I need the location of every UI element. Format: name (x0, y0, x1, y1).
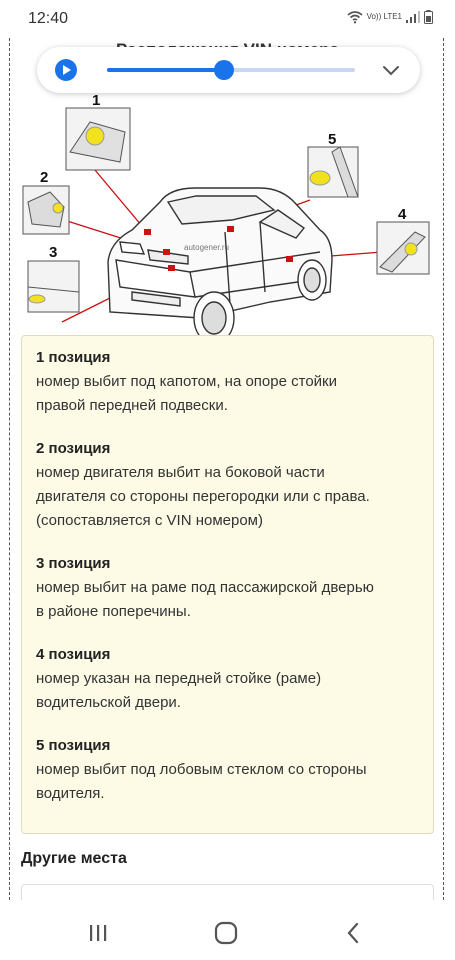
position-block (36, 734, 419, 806)
positions-info-box (21, 335, 434, 834)
position-description-line: в районе поперечины. (36, 603, 191, 620)
page-content[interactable] (0, 38, 455, 900)
position-description-line: номер выбит на раме под пассажирской дверью (36, 579, 374, 596)
left-border (9, 38, 10, 900)
detail-thumbnail-4 (377, 222, 429, 274)
navigation-bar (0, 900, 455, 960)
status-icons (347, 10, 433, 24)
progress-thumb[interactable] (214, 60, 234, 80)
wifi-icon (347, 10, 363, 24)
position-title: 2 позиция (36, 440, 111, 457)
position-description-line: номер указан на передней стойке (раме) (36, 670, 322, 687)
position-description-line: правой передней подвески. (36, 397, 228, 414)
detail-thumbnail-5 (308, 147, 358, 197)
detail-thumbnail-2 (23, 186, 69, 234)
position-number-4: 4 (398, 206, 407, 223)
position-number-3: 3 (49, 244, 58, 261)
play-icon[interactable] (55, 59, 77, 81)
progress-fill (107, 68, 224, 72)
position-description-line: номер выбит под лобовым стеклом со стороны (36, 761, 367, 778)
position-description-line: двигателя со стороны перегородки или с права. (36, 488, 370, 505)
position-description-line: водительской двери. (36, 694, 181, 711)
position-description-line: (сопоставляется с VIN номером) (36, 512, 263, 529)
position-title: 3 позиция (36, 555, 111, 572)
car-illustration (108, 188, 332, 344)
chevron-down-icon[interactable] (380, 59, 402, 81)
status-bar (0, 0, 455, 38)
recent-apps-icon[interactable] (83, 918, 113, 948)
position-block (36, 643, 419, 715)
position-block (36, 552, 419, 624)
detail-thumbnail-1 (66, 108, 130, 170)
detail-thumbnail-3 (28, 261, 79, 312)
position-block (36, 346, 419, 418)
signal-icon (406, 11, 420, 23)
right-border (443, 38, 444, 900)
position-number-2: 2 (40, 169, 49, 186)
home-icon[interactable] (211, 918, 241, 948)
progress-track[interactable] (107, 68, 355, 72)
other-places-box (21, 884, 434, 900)
diagram-watermark: autogener.ru (184, 243, 229, 252)
position-number-5: 5 (328, 131, 337, 148)
status-time: 12:40 (28, 10, 69, 27)
vin-location-diagram (20, 92, 435, 372)
network-label: Vo)) LTE1 (366, 12, 402, 21)
position-block (36, 437, 419, 533)
position-title: 5 позиция (36, 737, 111, 754)
position-number-1: 1 (92, 92, 101, 109)
other-places-heading: Другие места (21, 850, 127, 867)
audio-player (37, 47, 420, 93)
position-description-line: номер двигателя выбит на боковой части (36, 464, 325, 481)
back-icon[interactable] (339, 918, 369, 948)
position-description-line: водителя. (36, 785, 105, 802)
position-description-line: номер выбит под капотом, на опоре стойки (36, 373, 337, 390)
position-title: 1 позиция (36, 349, 111, 366)
battery-icon (424, 10, 433, 24)
position-title: 4 позиция (36, 646, 111, 663)
